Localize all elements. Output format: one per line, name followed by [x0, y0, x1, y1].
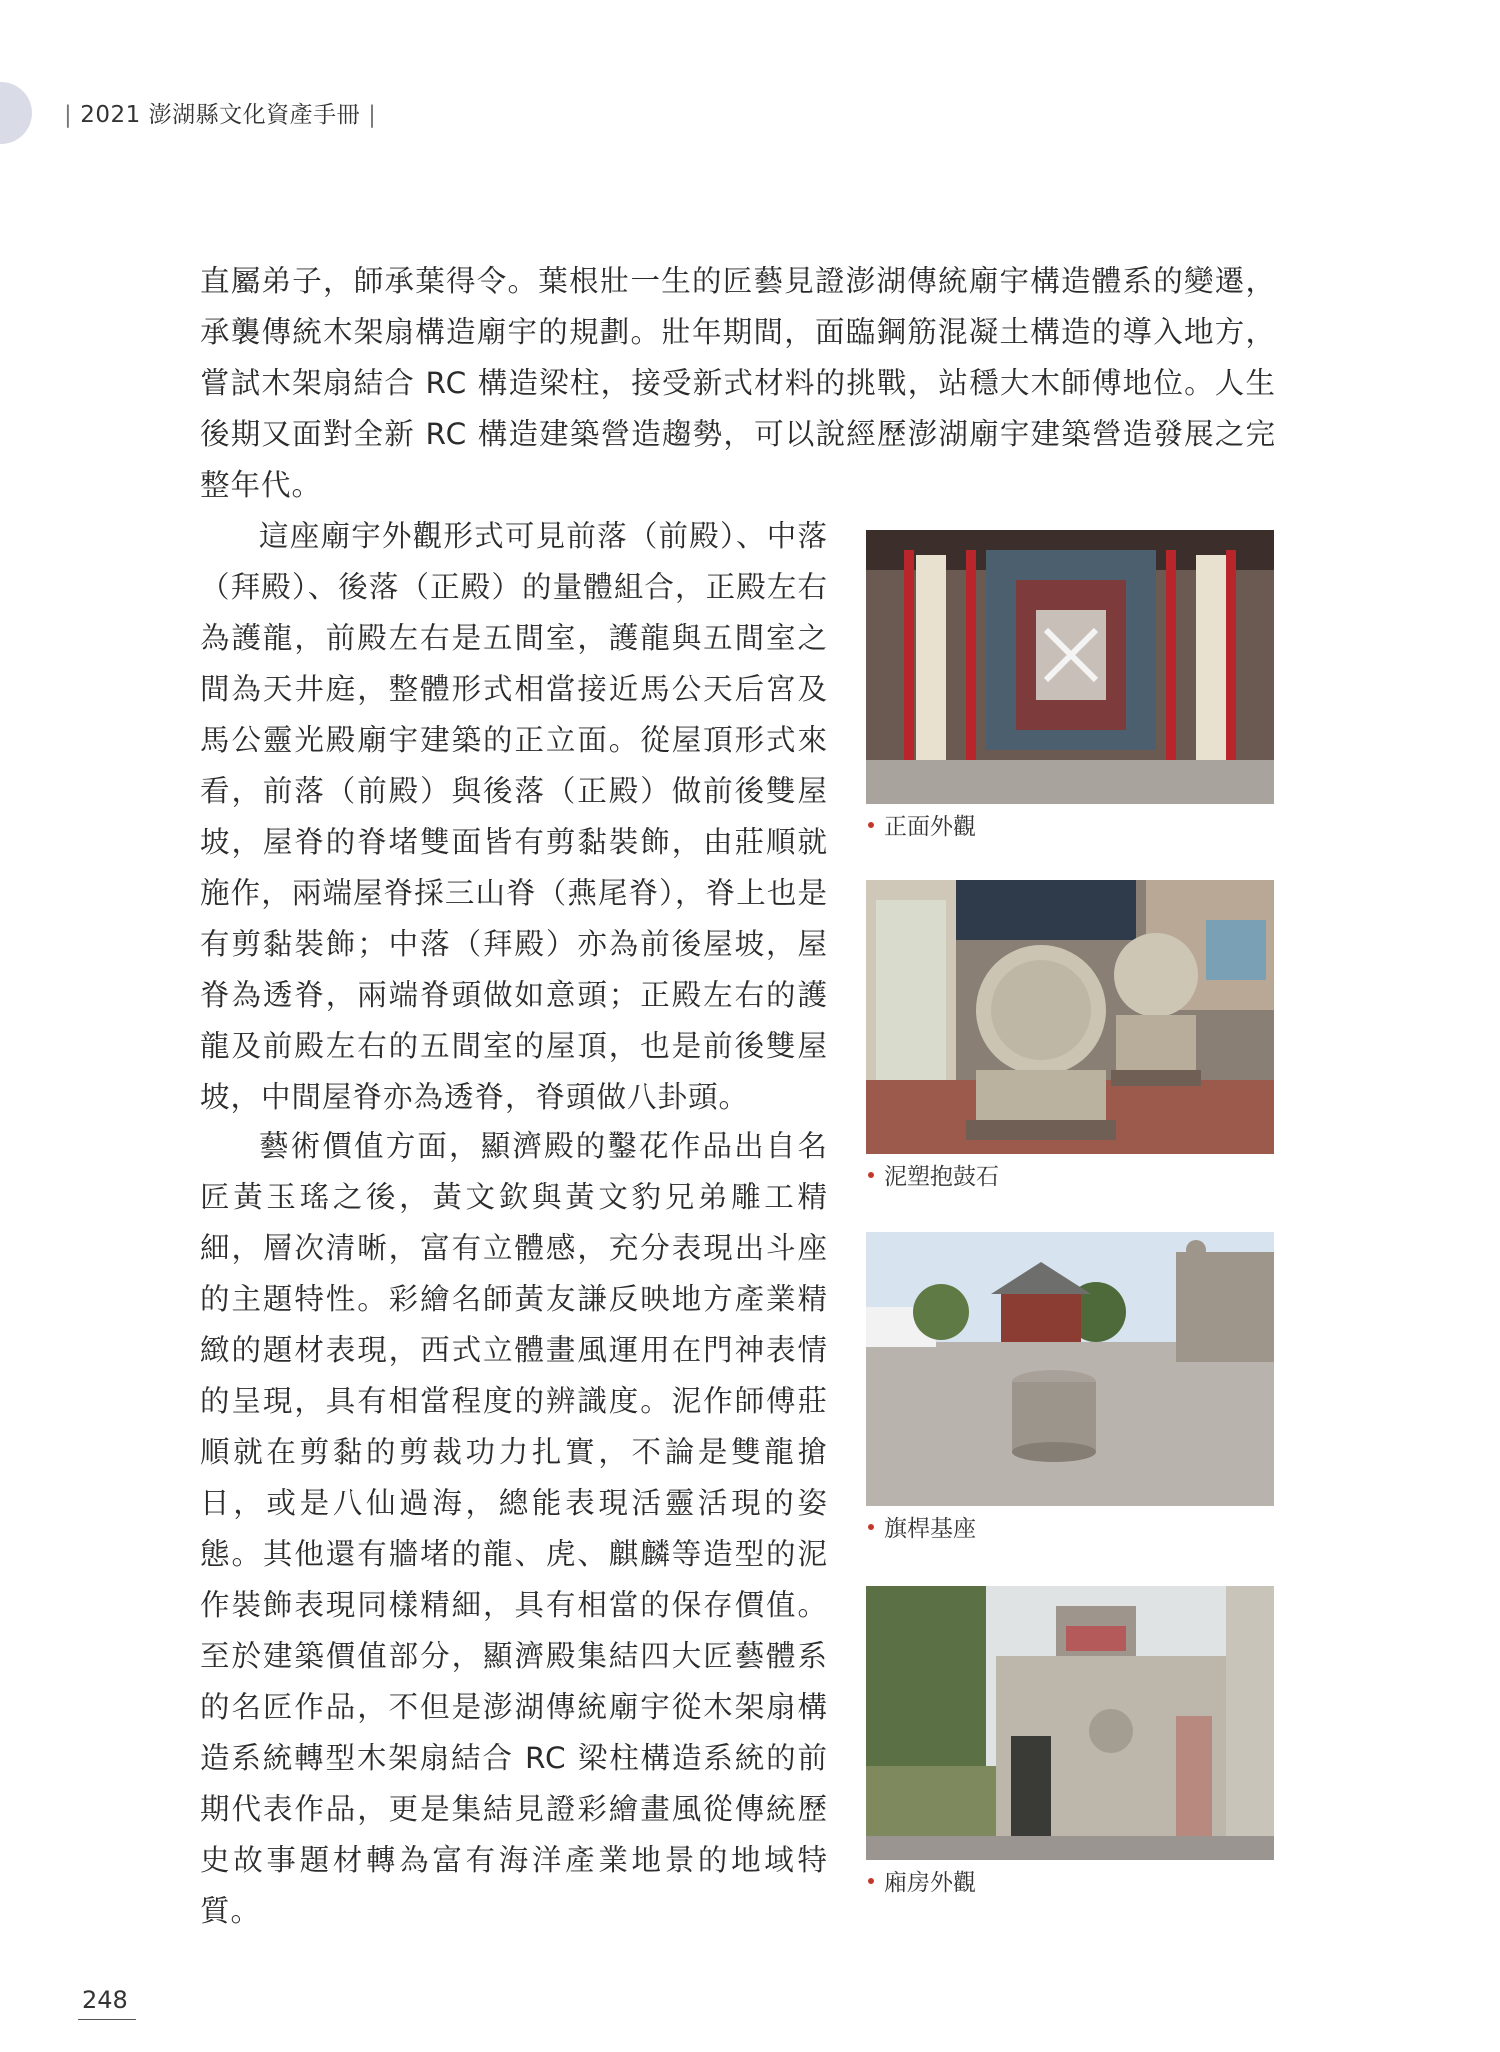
- photo-drum-stones: [866, 880, 1274, 1154]
- photo-side-wing: [866, 1586, 1274, 1860]
- body-paragraph-2: 這座廟宇外觀形式可見前落（前殿）、中落（拜殿）、後落（正殿）的量體組合，正殿左右為護龍，前殿左右是五間室，護龍與五間室之間為天井庭，整體形式相當接近馬公天后宮及馬公靈光殿廟宇建築的正立面。從屋頂形式來看，前落（前殿）與後落（正殿）做前後雙屋坡，屋脊的脊堵雙面皆有剪黏裝飾，由莊順就施作，兩端屋脊採三山脊（燕尾脊），脊上也是有剪黏裝飾；中落（拜殿）亦為前後屋坡，屋脊為透脊，兩端脊頭做如意頭；正殿左右的護龍及前殿左右的五間室的屋頂，也是前後雙屋坡，中間屋脊亦為透脊，脊頭做八卦頭。: [200, 519, 828, 1114]
- bullet-dot: [868, 1878, 874, 1884]
- publication-title: 2021 澎湖縣文化資產手冊: [80, 102, 361, 128]
- header-bar-right: |: [368, 102, 377, 128]
- chapter-tab: [0, 82, 32, 144]
- photo-temple-front: [866, 530, 1274, 804]
- header-bar-left: |: [64, 102, 73, 128]
- body-paragraph-3: 藝術價值方面，顯濟殿的鑿花作品出自名匠黃玉瑤之後，黃文欽與黃文豹兄弟雕工精細，層次清晰，富有立體感，充分表現出斗座的主題特性。彩繪名師黃友謙反映地方產業精緻的題材表現，西式立體畫風運用在門神表情的呈現，具有相當程度的辨識度。泥作師傅莊順就在剪黏的剪裁功力扎實，不論是雙龍搶日，或是八仙過海，總能表現活靈活現的姿態。其他還有牆堵的龍、虎、麒麟等造型的泥作裝飾表現同樣精細，具有相當的保存價值。至於建築價值部分，顯濟殿集結四大匠藝體系的名匠作品，不但是澎湖傳統廟宇從木架扇構造系統轉型木架扇結合 RC 梁柱構造系統的前期代表作品，更是集結見證彩繪畫風從傳統歷史故事題材轉為富有海洋產業地景的地域特質。: [200, 1129, 828, 1928]
- page-number: 248: [82, 1986, 128, 2014]
- page-number-rule: [78, 2019, 136, 2020]
- bullet-dot: [868, 1172, 874, 1178]
- photo-caption-4: 廂房外觀: [868, 1864, 976, 1897]
- photo-caption-3: 旗桿基座: [868, 1510, 976, 1543]
- bullet-dot: [868, 822, 874, 828]
- running-header: [56, 96, 384, 129]
- photo-caption-2: 泥塑抱鼓石: [868, 1158, 999, 1191]
- photo-flagpole-base: [866, 1232, 1274, 1506]
- photo-caption-1: 正面外觀: [868, 808, 976, 841]
- body-paragraph-1: 直屬弟子，師承葉得令。葉根壯一生的匠藝見證澎湖傳統廟宇構造體系的變遷，承襲傳統木架扇構造廟宇的規劃。壯年期間，面臨鋼筋混凝土構造的導入地方，嘗試木架扇結合 RC 構造梁柱，接受新式材料的挑戰，站穩大木師傅地位。人生後期又面對全新 RC 構造建築營造趨勢，可以說經歷澎湖廟宇建築營造發展之完整年代。: [200, 264, 1276, 502]
- bullet-dot: [868, 1524, 874, 1530]
